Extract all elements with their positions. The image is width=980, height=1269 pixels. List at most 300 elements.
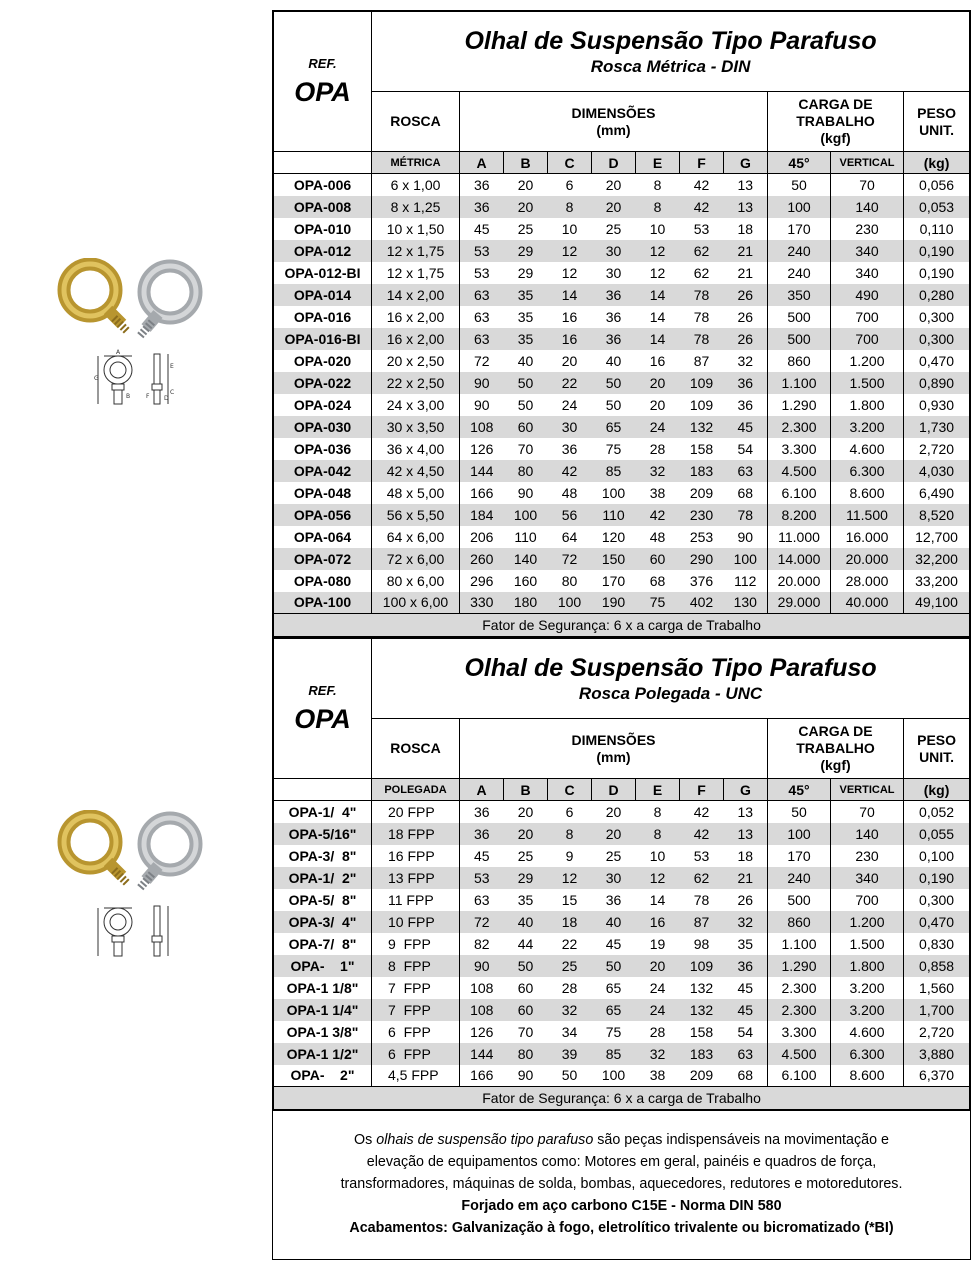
table-cell: 28 [649, 440, 666, 457]
table-cell: 70 [831, 174, 904, 196]
table-cell: 170 [768, 218, 831, 240]
table-cell: 3.300 [768, 1021, 831, 1043]
table-cell: 40 [592, 911, 636, 933]
table-cell: 82 [473, 935, 490, 952]
load-header: CARGA DE TRABALHO (kgf) [768, 719, 904, 779]
subheader-dim-c: C [548, 779, 592, 801]
table-cell: 8 [653, 176, 662, 193]
table-cell: 11 FPP [372, 889, 460, 911]
table-cell: 14 [636, 328, 680, 350]
table-cell: 85 [592, 460, 636, 482]
table-cell: 6 [565, 176, 574, 193]
table-cell: 85 [592, 1043, 636, 1065]
table-cell: 253 [689, 528, 714, 545]
table-row [274, 889, 970, 911]
table-cell: 6,490 [904, 482, 970, 504]
table-cell: 112 [734, 572, 757, 589]
ref-cell: OPA-080 [274, 570, 372, 592]
table-cell: 860 [768, 350, 831, 372]
table-cell: 109 [689, 396, 714, 413]
table-cell: 60 [517, 979, 534, 996]
table-cell: 2,720 [904, 438, 970, 460]
table-cell: 36 [724, 372, 768, 394]
table-cell: 90 [460, 372, 504, 394]
table-row [274, 372, 970, 394]
ref-cell: OPA-1 1/4" [274, 999, 372, 1021]
table-cell: 32 [724, 911, 768, 933]
table-cell: 68 [649, 572, 666, 589]
table-cell: 700 [831, 328, 904, 350]
table-cell: 16 x 2,00 [372, 328, 460, 350]
table-cell: 1.290 [768, 955, 831, 977]
subheader-dim-d: D [592, 152, 636, 174]
eyebolt-photo [50, 810, 230, 970]
table-cell: 64 [561, 528, 578, 545]
table-row [274, 911, 970, 933]
table-cell: 42 x 4,50 [372, 460, 460, 482]
table-cell: 50 [504, 372, 548, 394]
table-cell: 230 [831, 845, 904, 867]
table-cell: 20.000 [768, 570, 831, 592]
subheader-dim-g: G [724, 152, 768, 174]
table-cell: 0,300 [904, 889, 970, 911]
product-image-unc [50, 810, 230, 970]
table-title [372, 639, 970, 719]
table-cell: 0,100 [904, 845, 970, 867]
table-cell: 24 [561, 396, 578, 413]
table-cell: 2,720 [904, 1021, 970, 1043]
table-cell: 0,930 [904, 394, 970, 416]
table-cell: 65 [592, 416, 636, 438]
table-cell: 340 [831, 262, 904, 284]
table-cell: 230 [831, 218, 904, 240]
table-cell: 16 [636, 911, 680, 933]
table-cell: 50 [517, 396, 534, 413]
table-cell: 24 [649, 979, 666, 996]
table-cell: 16.000 [831, 526, 904, 548]
subheader-weight-kg: (kg) [904, 152, 970, 174]
table-cell: 72 [548, 548, 592, 570]
table-cell: 98 [693, 935, 710, 952]
table-cell: 14 [548, 284, 592, 306]
table-cell: 4.600 [831, 1021, 904, 1043]
table-row [274, 548, 970, 570]
table-cell: 0,052 [904, 801, 970, 823]
table-cell: 32 [636, 1043, 680, 1065]
table-cell: 140 [831, 196, 904, 218]
title-sub: Rosca Polegada - UNC [578, 683, 763, 703]
subheader-load-45: 45° [768, 779, 831, 801]
table-cell: 20 [504, 196, 548, 218]
table-cell: 45 [724, 416, 768, 438]
ref-cell: OPA-022 [274, 372, 372, 394]
table-cell: 35 [504, 328, 548, 350]
table-cell: 53 [693, 847, 710, 864]
table-cell: 34 [561, 1023, 578, 1040]
table-cell: 260 [460, 548, 504, 570]
table-cell: 25 [517, 847, 534, 864]
table-cell: 36 [605, 308, 622, 325]
table-cell: 100 [504, 504, 548, 526]
table-row [274, 977, 970, 999]
table-cell: 11.000 [768, 526, 831, 548]
table-cell: 54 [737, 440, 754, 457]
table-cell: 0,190 [904, 240, 970, 262]
ref-cell: OPA-3/ 8" [274, 845, 372, 867]
table-cell: 80 [504, 1043, 548, 1065]
table-row [274, 955, 970, 977]
diagram-label-g: G [94, 375, 99, 382]
subheader-dim-f: F [680, 152, 724, 174]
table-cell: 376 [689, 572, 714, 589]
table-cell: 1.200 [831, 911, 904, 933]
ref-header [274, 12, 372, 152]
ref-cell: OPA-014 [274, 284, 372, 306]
table-cell: 1.290 [768, 394, 831, 416]
table-cell: 402 [680, 592, 724, 614]
table-row [274, 460, 970, 482]
table-cell: 13 [737, 176, 754, 193]
table-cell: 63 [460, 328, 504, 350]
subheader-row [274, 779, 970, 801]
table-cell: 90 [737, 528, 754, 545]
table-cell: 20 [592, 196, 636, 218]
ref-cell: OPA-7/ 8" [274, 933, 372, 955]
table-cell: 35 [517, 891, 534, 908]
table-cell: 0,300 [904, 306, 970, 328]
table-cell: 36 [473, 176, 490, 193]
ref-cell: OPA-008 [274, 196, 372, 218]
table-cell: 70 [831, 801, 904, 823]
table-cell: 18 [737, 847, 754, 864]
table-cell: 206 [470, 528, 494, 545]
table-cell: 72 [460, 911, 504, 933]
table-cell: 144 [460, 1043, 504, 1065]
table-row [274, 306, 970, 328]
table-cell: 7 FPP [372, 977, 460, 999]
table-cell: 6 [565, 803, 574, 820]
table-cell: 120 [601, 528, 626, 545]
table-cell: 8,520 [904, 504, 970, 526]
subheader-dim-d: D [592, 779, 636, 801]
table-cell: 63 [724, 1043, 768, 1065]
table-cell: 15 [561, 891, 578, 908]
table-cell: 42 [548, 460, 592, 482]
table-cell: 29 [517, 264, 534, 281]
finish-options: Acabamentos: Galvanização à fogo, eletrolítico trivalente ou bicromatizado (*BI) [349, 1220, 894, 1236]
table-cell: 20 [561, 352, 578, 369]
table-row [274, 262, 970, 284]
subheader-dim-e: E [636, 152, 680, 174]
table-cell: 860 [768, 911, 831, 933]
table-row [274, 526, 970, 548]
table-cell: 24 [636, 999, 680, 1021]
subheader-load-vertical: VERTICAL [831, 152, 904, 174]
subheader-thread-type: POLEGADA [372, 779, 460, 801]
table-cell: 36 [605, 891, 622, 908]
table-cell: 140 [504, 548, 548, 570]
table-cell: 78 [724, 504, 768, 526]
table-cell: 39 [548, 1043, 592, 1065]
table-cell: 40 [517, 352, 534, 369]
table-cell: 20 [649, 396, 666, 413]
table-cell: 75 [636, 592, 680, 614]
table-cell: 108 [460, 416, 504, 438]
table-cell: 4.600 [831, 438, 904, 460]
ref-cell: OPA-3/ 4" [274, 911, 372, 933]
table-cell: 50 [768, 174, 831, 196]
table-cell: 29 [504, 867, 548, 889]
table-cell: 14 x 2,00 [372, 284, 460, 306]
table-cell: 158 [689, 1023, 714, 1040]
table-cell: 78 [693, 891, 710, 908]
ref-cell: OPA-1 3/8" [274, 1021, 372, 1043]
ref-cell: OPA-036 [274, 438, 372, 460]
table-cell: 14.000 [768, 548, 831, 570]
ref-cell: OPA-100 [274, 592, 372, 614]
table-cell: 500 [768, 328, 831, 350]
table-cell: 50 [504, 955, 548, 977]
table-cell: 166 [470, 484, 494, 501]
table-cell: 1,560 [904, 977, 970, 999]
load-header: CARGA DE TRABALHO (kgf) [768, 92, 904, 152]
table-row [274, 867, 970, 889]
table-cell: 20 [517, 176, 534, 193]
table-cell: 12 x 1,75 [372, 240, 460, 262]
subheader-dim-c: C [548, 152, 592, 174]
ref-cell: OPA-020 [274, 350, 372, 372]
table-cell: 100 x 6,00 [372, 592, 460, 614]
table-row [274, 592, 970, 614]
table-cell: 6.300 [831, 460, 904, 482]
table-cell: 65 [592, 999, 636, 1021]
table-cell: 350 [768, 284, 831, 306]
table-cell: 0,056 [904, 174, 970, 196]
table-cell: 1.800 [831, 394, 904, 416]
diagram-label-e: E [170, 363, 174, 370]
table-cell: 0,055 [904, 823, 970, 845]
table-cell: 130 [724, 592, 768, 614]
table-cell: 0,470 [904, 350, 970, 372]
table-row [274, 218, 970, 240]
table-cell: 100 [548, 592, 592, 614]
table-cell: 36 [473, 803, 490, 820]
table-cell: 50 [605, 396, 622, 413]
table-cell: 42 [693, 176, 710, 193]
table-cell: 340 [831, 867, 904, 889]
table-cell: 109 [680, 955, 724, 977]
description-line-2: elevação de equipamentos como: Motores em geral, painéis e quadros de força, [366, 1154, 877, 1170]
ref-cell: OPA-072 [274, 548, 372, 570]
table-row [274, 1043, 970, 1065]
table-cell: 16 [548, 328, 592, 350]
table-row [274, 174, 970, 196]
table-cell: 1.500 [831, 933, 904, 955]
ref-cell: OPA-1/ 2" [274, 867, 372, 889]
table-cell: 0,858 [904, 955, 970, 977]
ref-cell: OPA-5/16" [274, 823, 372, 845]
table-cell: 1.800 [831, 955, 904, 977]
table-cell: 62 [680, 867, 724, 889]
table-cell: 53 [460, 867, 504, 889]
table-cell: 108 [470, 979, 494, 996]
table-cell: 240 [768, 867, 831, 889]
table-cell: 78 [693, 308, 710, 325]
table-cell: 20 [504, 823, 548, 845]
table-row [274, 933, 970, 955]
table-cell: 132 [689, 979, 714, 996]
table-row [274, 328, 970, 350]
table-cell: 109 [680, 372, 724, 394]
table-cell: 6,370 [904, 1065, 970, 1087]
table-cell: 10 x 1,50 [372, 218, 460, 240]
table-cell: 45 [724, 999, 768, 1021]
table-cell: 53 [693, 220, 710, 237]
table-row [274, 823, 970, 845]
table-cell: 87 [680, 911, 724, 933]
table-cell: 45 [473, 220, 490, 237]
table-cell: 8 [548, 823, 592, 845]
table-cell: 190 [592, 592, 636, 614]
table-cell: 16 [649, 352, 666, 369]
table-cell: 22 [548, 372, 592, 394]
table-cell: 68 [737, 484, 754, 501]
table-row [274, 284, 970, 306]
ref-code: OPA [294, 703, 351, 734]
table-row [274, 1021, 970, 1043]
table-cell: 20 FPP [372, 801, 460, 823]
material-spec: Forjado em aço carbono C15E - Norma DIN 580 [461, 1198, 782, 1214]
table-cell: 18 [737, 220, 754, 237]
table-cell: 8.600 [831, 1065, 904, 1087]
table-row [274, 999, 970, 1021]
ref-cell: OPA-030 [274, 416, 372, 438]
table-cell: 110 [514, 528, 537, 545]
table-cell: 50 [592, 955, 636, 977]
subheader-dim-b: B [504, 152, 548, 174]
table-cell: 1,730 [904, 416, 970, 438]
table-cell: 20 [605, 176, 622, 193]
table-cell: 14 [649, 308, 666, 325]
table-cell: 3,880 [904, 1043, 970, 1065]
table-cell: 78 [680, 328, 724, 350]
table-cell: 12 [636, 240, 680, 262]
table-cell: 60 [636, 548, 680, 570]
table-cell: 12 [548, 240, 592, 262]
ref-cell: OPA-010 [274, 218, 372, 240]
table-cell: 45 [605, 935, 622, 952]
table-cell: 64 x 6,00 [372, 526, 460, 548]
table-cell: 4,030 [904, 460, 970, 482]
table-cell: 48 [561, 484, 578, 501]
table-cell: 0,190 [904, 867, 970, 889]
table-cell: 26 [724, 284, 768, 306]
table-cell: 72 [473, 352, 490, 369]
table-cell: 8 [548, 196, 592, 218]
table-cell: 100 [601, 484, 626, 501]
table-cell: 8.200 [768, 504, 831, 526]
table-row [274, 438, 970, 460]
table-cell: 24 [636, 416, 680, 438]
table-cell: 100 [724, 548, 768, 570]
table-cell: 183 [680, 460, 724, 482]
table-cell: 36 [460, 196, 504, 218]
table-cell: 24 x 3,00 [372, 394, 460, 416]
table-cell: 70 [517, 1023, 534, 1040]
table-cell: 20 x 2,50 [372, 350, 460, 372]
table-cell: 35 [517, 308, 534, 325]
table-cell: 36 x 4,00 [372, 438, 460, 460]
table-cell: 700 [831, 306, 904, 328]
table-cell: 108 [460, 999, 504, 1021]
table-cell: 32 [636, 460, 680, 482]
table-cell: 8 FPP [372, 955, 460, 977]
ref-cell: OPA-012-BI [274, 262, 372, 284]
table-cell: 14 [649, 891, 666, 908]
table-cell: 36 [592, 284, 636, 306]
table-cell: 30 [605, 264, 622, 281]
subheader-row [274, 152, 970, 174]
table-row [274, 570, 970, 592]
table-cell: 160 [513, 572, 538, 589]
table-cell: 13 [724, 823, 768, 845]
table-row [274, 801, 970, 823]
table-cell: 87 [693, 352, 710, 369]
table-cell: 35 [737, 935, 754, 952]
subheader-load-vertical: VERTICAL [831, 779, 904, 801]
table-cell: 90 [517, 1067, 534, 1084]
rosca-header: ROSCA [372, 92, 460, 152]
ref-label: REF. [308, 682, 337, 698]
table-cell: 500 [768, 306, 831, 328]
table-cell: 63 [473, 308, 490, 325]
product-image-metric [50, 258, 230, 418]
table-cell: 14 [636, 284, 680, 306]
table-cell: 50 [561, 1067, 578, 1084]
table-cell: 132 [680, 999, 724, 1021]
description-line-3: transformadores, máquinas de solda, bombas, aquecedores, redutores e motoredutores. [340, 1176, 903, 1192]
table-cell: 56 [548, 504, 592, 526]
table-cell: 40 [605, 352, 622, 369]
table-cell: 3.200 [831, 999, 904, 1021]
table-cell: 100 [768, 823, 831, 845]
table-cell: 0,890 [904, 372, 970, 394]
table-cell: 170 [768, 845, 831, 867]
table-cell: 25 [517, 220, 534, 237]
table-cell: 26 [737, 891, 754, 908]
table-cell: 1,700 [904, 999, 970, 1021]
table-cell: 21 [737, 264, 754, 281]
table-cell: 38 [649, 1067, 666, 1084]
table-cell: 60 [504, 416, 548, 438]
weight-header: PESO UNIT. [904, 92, 970, 152]
diagram-label-b: B [126, 393, 131, 400]
table-cell: 53 [473, 264, 490, 281]
table-cell: 35 [504, 284, 548, 306]
table-cell: 68 [737, 1067, 754, 1084]
table-cell: 48 [649, 528, 666, 545]
table-cell: 240 [768, 240, 831, 262]
table-cell: 7 FPP [372, 999, 460, 1021]
table-cell: 78 [680, 284, 724, 306]
subheader-dim-g: G [724, 779, 768, 801]
table-cell: 240 [768, 262, 831, 284]
table-cell: 18 [548, 911, 592, 933]
table-cell: 45 [473, 847, 490, 864]
table-cell: 10 [649, 220, 666, 237]
table-cell: 2.300 [768, 977, 831, 999]
table-cell: 144 [460, 460, 504, 482]
